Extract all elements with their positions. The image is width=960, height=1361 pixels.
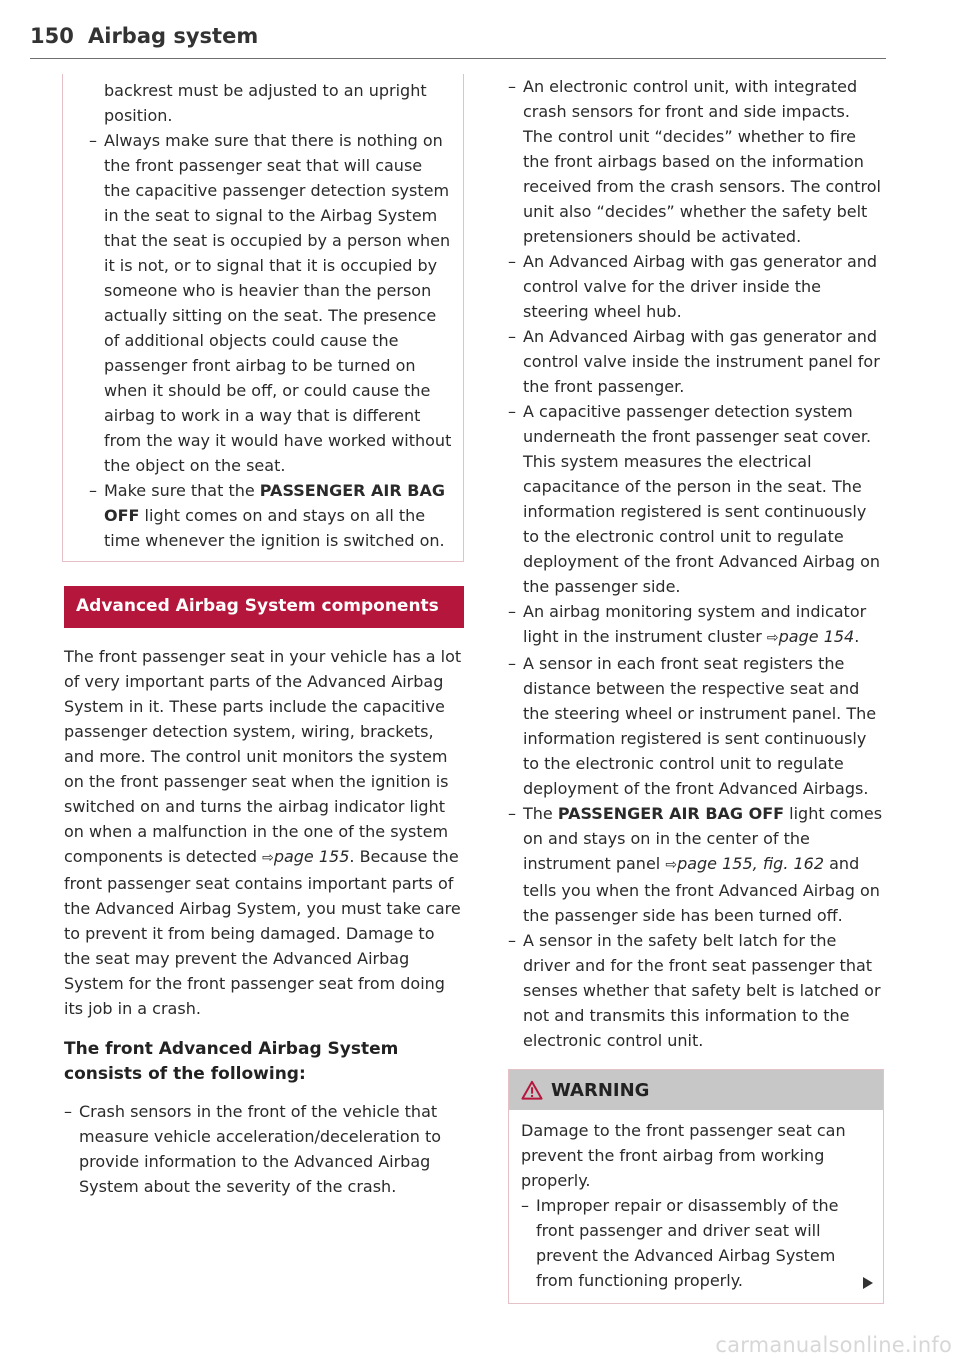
page-reference-link[interactable]: page 154 <box>778 627 855 646</box>
page-reference-link[interactable]: page 155 <box>273 847 350 866</box>
list-item: – A capacitive passenger detection system underneath the front passenger seat cover. This system measures the electrical capacitance of the person in the seat. The information registered is sent continuously to the electronic control unit to regulate deployment of the front Advanced Airbag on the passenger side. <box>508 399 884 599</box>
list-item-monitoring <box>508 599 884 651</box>
warning-list <box>521 1193 873 1293</box>
watermark: carmanualsonline.info <box>715 1333 952 1357</box>
warning-box <box>508 1069 884 1304</box>
arrow-right-icon: ⇨ <box>262 850 274 866</box>
list-item: – Improper repair or disassembly of the front passenger and driver seat will prevent the Advanced Airbag System from functioning properly. <box>521 1193 873 1293</box>
list-item-make-sure <box>89 478 453 553</box>
text-run: light comes on and stays on in the center of the instrument panel <box>523 804 883 873</box>
warning-text: Damage to the front passenger seat can prevent the front airbag from working properly. <box>521 1121 846 1190</box>
right-column <box>508 74 884 1304</box>
components-list-continued <box>508 74 884 1053</box>
list-item: – A sensor in the safety belt latch for the driver and for the front seat passenger that senses whether that safety belt is latched or not and transmits this information to the electronic control unit. <box>508 928 884 1053</box>
text-run: An airbag monitoring system and indicator light in the instrument cluster <box>523 602 867 646</box>
section-title: Airbag system <box>88 24 259 48</box>
list-item-pab-off <box>508 801 884 928</box>
subheading: The front Advanced Airbag System consists of the following: <box>64 1039 399 1084</box>
section-heading: Advanced Airbag System components <box>64 586 464 628</box>
list-item: – Always make sure that there is nothing on the front passenger seat that will cause the capacitive passenger detection system in the seat to signal to the Airbag System that the seat is occupied by a person when it is not, or to signal that it is occupied by someone who is heavier than the person actually sitting on the seat. The presence of additional objects could cause the passenger front airbag to be turned on when it should be off, or could cause the airbag to work in a way that is different from the way it would have worked without the object on the seat. <box>89 128 453 478</box>
indicator-name: PASSENGER AIR BAG OFF <box>104 481 445 525</box>
page-header <box>30 20 886 59</box>
text-run: . <box>854 627 860 646</box>
warning-title: WARNING <box>551 1079 650 1101</box>
list-item: – An Advanced Airbag with gas generator and control valve for the driver inside the steering wheel hub. <box>508 249 884 324</box>
list-item: – An electronic control unit, with integrated crash sensors for front and side impacts. The control unit “decides” whether to fire the front airbags based on the information received from the crash sensors. The control unit also “decides” whether the safety belt pretensioners should be activated. <box>508 74 884 249</box>
arrow-right-icon: ⇨ <box>766 630 779 646</box>
continued-warning-box <box>62 74 464 562</box>
list-item: – A sensor in each front seat registers the distance between the respective seat and the steering wheel or instrument panel. The information registered is sent continuously to the electronic control unit to regulate deployment of the front Advanced Airbags. <box>508 651 884 801</box>
text-run: light comes on and stays on all the time whenever the ignition is switched on. <box>104 506 445 550</box>
list-item: – An Advanced Airbag with gas generator and control valve inside the instrument panel for the front passenger. <box>508 324 884 399</box>
page-reference-link[interactable]: page 155, fig. 162 <box>677 854 825 873</box>
text-run: . Because the front passenger seat contains important parts of the Advanced Airbag System, you must take care to prevent it from being damaged. Damage to the seat may prevent the Advanced Airbag System for the front passenger seat from doing its job in a crash. <box>64 847 461 1018</box>
text-run: The <box>523 804 558 823</box>
indicator-name: PASSENGER AIR BAG OFF <box>557 804 785 823</box>
warning-header <box>509 1070 883 1110</box>
page-number: 150 <box>30 24 74 48</box>
continued-text: backrest must be adjusted to an upright position. <box>104 81 427 125</box>
continue-arrow-icon <box>863 1277 873 1289</box>
left-column <box>64 74 464 1199</box>
components-list <box>64 1099 464 1199</box>
text-run: Make sure that the <box>104 481 260 500</box>
intro-paragraph <box>64 644 464 1021</box>
text-run: and tells you when the front Advanced Airbag on the passenger side has been turned off. <box>523 854 880 925</box>
arrow-right-icon: ⇨ <box>665 857 678 873</box>
list-item: – Crash sensors in the front of the vehicle that measure vehicle acceleration/deceleration to provide information to the Advanced Airbag System about the severity of the crash. <box>64 1099 464 1199</box>
continued-list <box>89 128 453 553</box>
text-run: The front passenger seat in your vehicle has a lot of very important parts of the Advanced Airbag System in it. These parts include the capacitive passenger detection system, wiring, brackets, and more. The control unit monitors the system on the front passenger seat when the ignition is switched on and turns the airbag indicator light on when a malfunction in the one of the system components is detected <box>64 647 462 866</box>
warning-body <box>509 1110 883 1303</box>
warning-triangle-icon <box>521 1080 543 1100</box>
